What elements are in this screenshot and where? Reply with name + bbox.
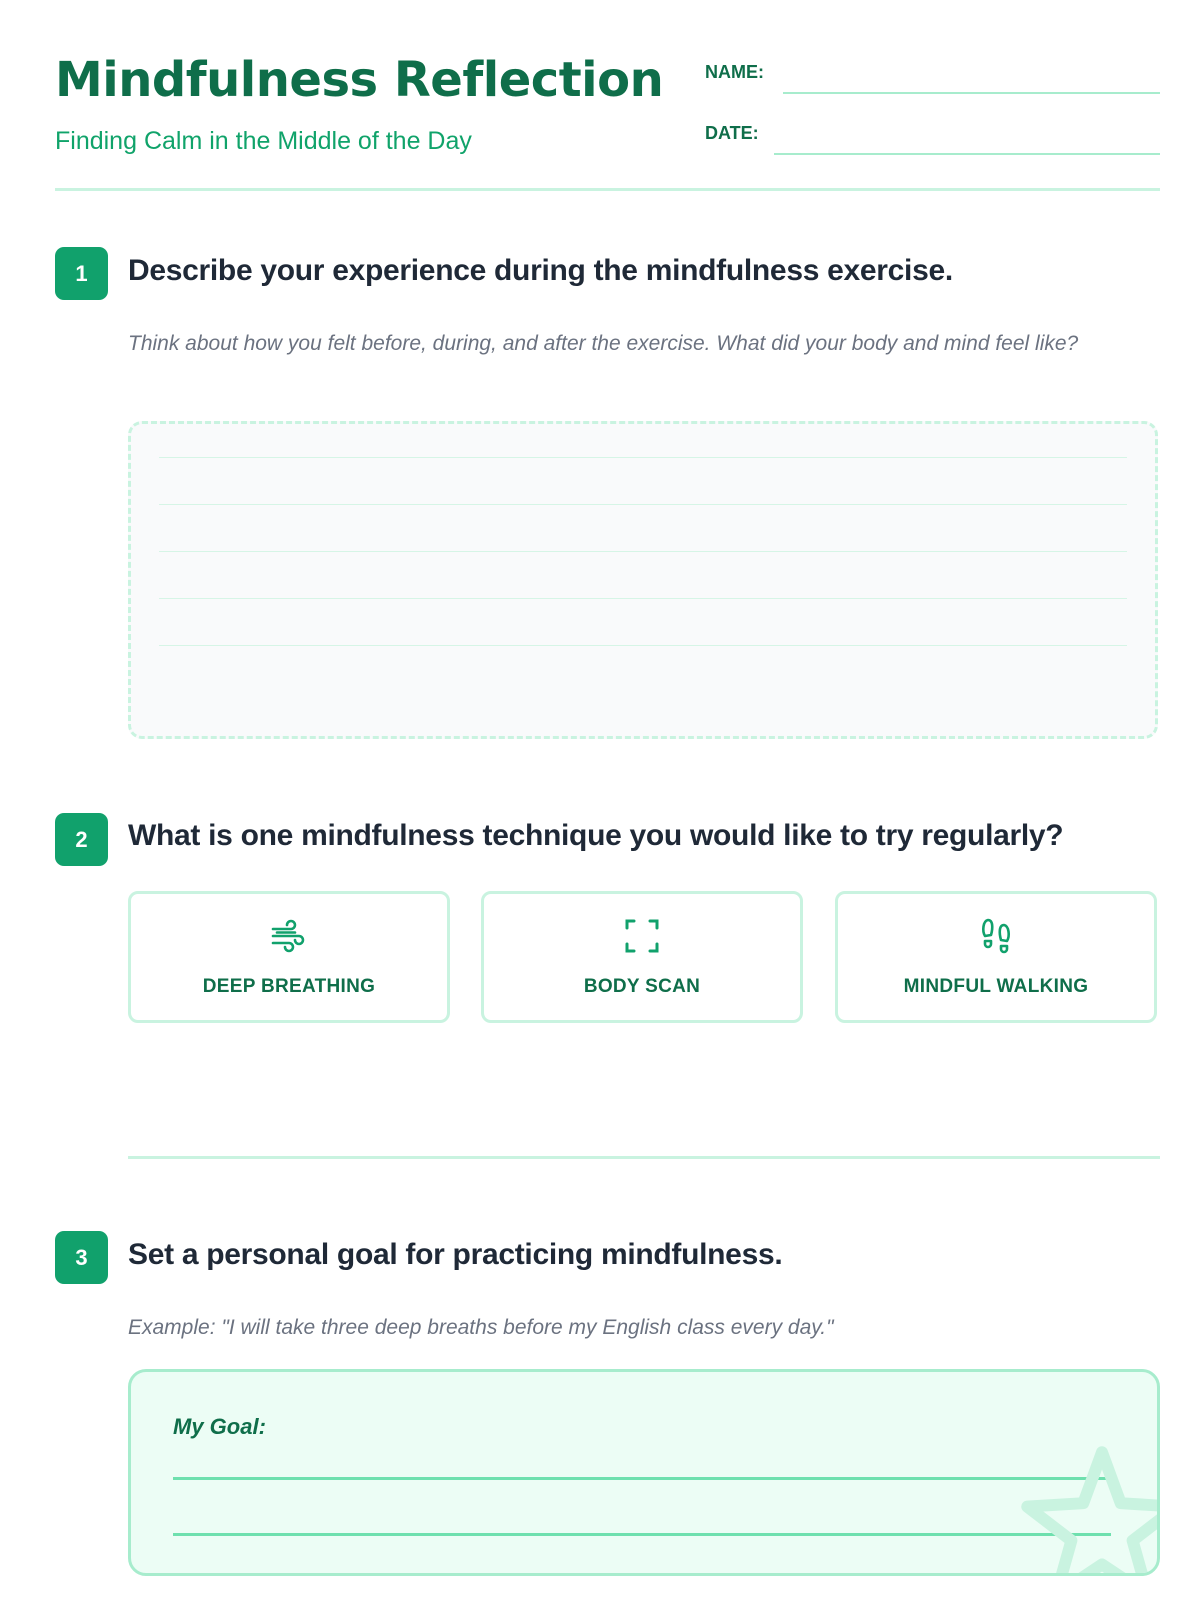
technique-label: BODY SCAN bbox=[583, 976, 701, 997]
answer-line bbox=[159, 598, 1127, 599]
goal-line[interactable] bbox=[173, 1533, 1111, 1536]
technique-card-deep-breathing[interactable] bbox=[128, 891, 450, 1023]
goal-line[interactable] bbox=[173, 1477, 1111, 1480]
page-subtitle: Finding Calm in the Middle of the Day bbox=[55, 127, 472, 155]
answer-line bbox=[159, 504, 1127, 505]
page-title: Mindfulness Reflection bbox=[55, 52, 664, 108]
section-2-number: 2 bbox=[55, 813, 108, 866]
technique-label: DEEP BREATHING bbox=[202, 976, 376, 997]
section-3-question: Set a personal goal for practicing mindfulness. bbox=[128, 1238, 783, 1271]
experience-answer-box[interactable] bbox=[128, 421, 1158, 739]
scan-frame-icon bbox=[622, 916, 662, 956]
name-label: NAME: bbox=[705, 62, 764, 82]
worksheet-page bbox=[55, 0, 1160, 1600]
footprints-icon bbox=[976, 916, 1016, 956]
section-1-number: 1 bbox=[55, 247, 108, 300]
goal-box[interactable] bbox=[128, 1369, 1160, 1576]
technique-card-body-scan[interactable] bbox=[481, 891, 803, 1023]
section-3-hint: Example: "I will take three deep breaths before my English class every day." bbox=[128, 1316, 834, 1339]
name-field[interactable] bbox=[783, 92, 1160, 94]
date-label: DATE: bbox=[705, 123, 759, 143]
wind-icon bbox=[269, 916, 309, 956]
technique-answer-line[interactable] bbox=[128, 1156, 1160, 1159]
section-1-hint: Think about how you felt before, during, and after the exercise. What did your body and mind feel like? bbox=[128, 332, 1079, 355]
answer-line bbox=[159, 551, 1127, 552]
technique-card-mindful-walking[interactable] bbox=[835, 891, 1157, 1023]
section-1-question: Describe your experience during the mindfulness exercise. bbox=[128, 254, 953, 287]
technique-label: MINDFUL WALKING bbox=[903, 976, 1089, 997]
goal-label: My Goal: bbox=[173, 1414, 266, 1439]
header-divider bbox=[55, 188, 1160, 191]
answer-line bbox=[159, 645, 1127, 646]
date-field[interactable] bbox=[774, 153, 1160, 155]
section-3-number: 3 bbox=[55, 1231, 108, 1284]
answer-line bbox=[159, 457, 1127, 458]
star-icon bbox=[1017, 1442, 1160, 1576]
section-2-question: What is one mindfulness technique you would like to try regularly? bbox=[128, 819, 1064, 852]
